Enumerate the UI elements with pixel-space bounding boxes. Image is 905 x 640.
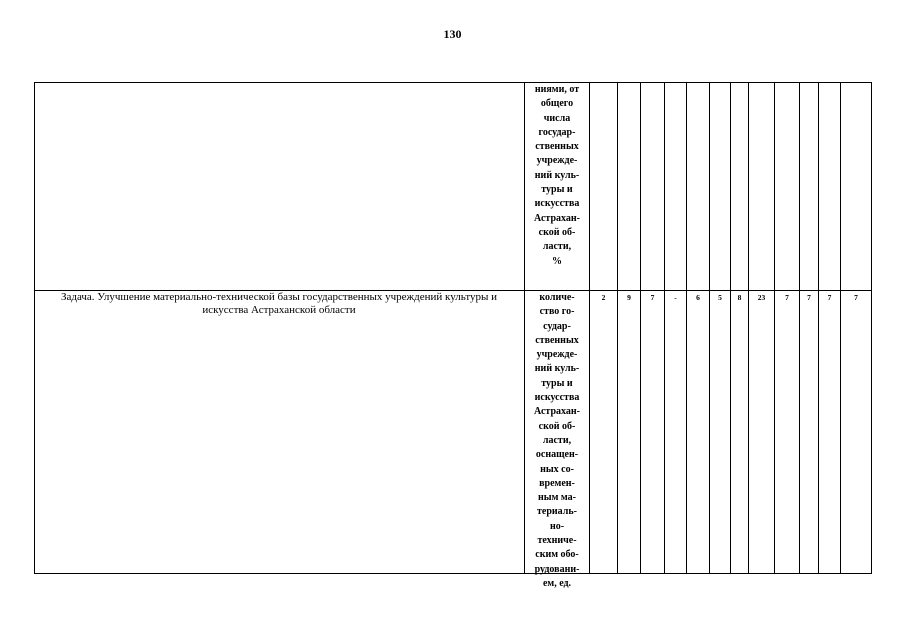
column-divider	[709, 82, 710, 574]
row1-indicator: ниями, от общего числа государ- ственных учрежде- ний куль- туры и искусства Астрахан- ской об- ласти, %	[534, 84, 580, 267]
task-title: Задача. Улучшение материально-технической базы государственных учреждений культуры и искусства Астраханской области	[60, 291, 498, 316]
value-cell: 7	[785, 293, 789, 302]
column-divider	[730, 82, 731, 574]
value-cell: 7	[854, 293, 858, 302]
row2-indicator: количе- ство го- судар- ственных учрежде- ний куль- туры и искусства Астрахан- ской об- ласти, оснащен- ных со- времен- ным ма- териаль- но- техниче- ским обо- рудовани- ем, ед.	[534, 292, 580, 589]
value-cell: 5	[718, 293, 722, 302]
value-cell: 2	[601, 293, 606, 302]
column-divider	[524, 82, 525, 574]
value-cell: 9	[627, 293, 631, 302]
table	[34, 82, 872, 574]
column-divider	[664, 82, 665, 574]
column-divider	[617, 82, 618, 574]
value-cell: 7	[807, 293, 811, 302]
column-divider	[818, 82, 819, 574]
column-divider	[640, 82, 641, 574]
column-divider	[840, 82, 841, 574]
column-divider	[774, 82, 775, 574]
column-divider	[799, 82, 800, 574]
column-divider	[589, 82, 590, 574]
column-divider	[748, 82, 749, 574]
value-cell: 7	[650, 293, 655, 302]
value-cell: 6	[696, 293, 700, 302]
value-cell: 8	[737, 293, 742, 302]
value-cell: -	[674, 293, 677, 302]
page-number: 130	[443, 27, 462, 41]
value-cell: 23	[757, 293, 766, 302]
column-divider	[686, 82, 687, 574]
value-cell: 7	[827, 293, 832, 302]
